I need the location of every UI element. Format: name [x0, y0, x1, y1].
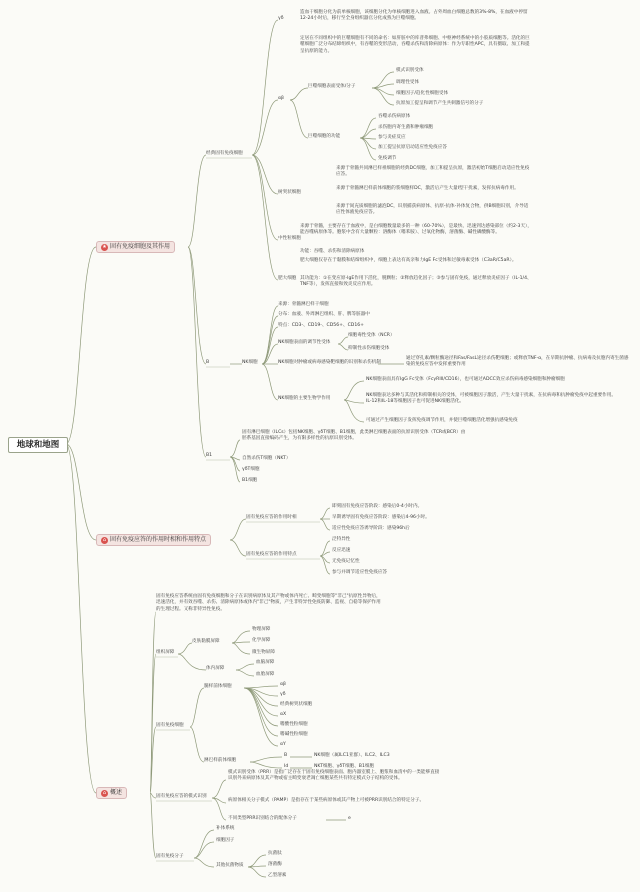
list-item: 嗜酸性粒细胞 — [280, 722, 308, 727]
list-item: 来源于骨髓，主要存在于血液中，是白细胞数量最多的一种（60-70%），是最快、迅速到达感染部位（约2-3天），能吞噬病原体等。胞浆中含有大量颗粒：溶酶体（嗜苯胺）、过氧化物酶，溶菌酶、碱性磷酸酶等。 — [300, 224, 532, 236]
list-item: 血胎屏障 — [256, 672, 275, 677]
list-item: 适应性免疫应答诱导阶段：感染96h后 — [332, 526, 410, 531]
list-item: 血脑屏障 — [256, 660, 275, 665]
list-item: 参与并调节适应性免疫应答 — [332, 570, 388, 575]
node-innate-cells[interactable]: 固有免疫细胞 — [156, 723, 184, 728]
list-item: 早期诱导固有免疫应答阶段：感染后4-96小时。 — [332, 515, 430, 520]
list-item: NK细胞（属ILC1亚群）、ILC2、ILC3 — [314, 753, 390, 758]
list-item: 吞噬杀伤病原体 — [378, 114, 411, 119]
node-text: 固有淋巴细胞（ILCs）包括NK细胞、γδT细胞、B1细胞，此类淋巴细胞表面的抗原识别受体（TCR或BCR）由胚系基因直接编码产生，为有限多样性的抗原识别受体。 — [242, 430, 466, 442]
node-pattern-recognition[interactable]: 固有免疫应答的模式识别 — [156, 794, 207, 799]
node-dendritic-cells[interactable]: 树突状细胞 — [278, 190, 301, 195]
list-item: 细胞因子/趋化性细胞受体 — [396, 91, 449, 96]
list-item: B — [284, 753, 288, 758]
node-text: 定居在不同组织中的巨噬细胞有不同的命名：如肝脏中的库普弗细胞、中枢神经系统中的小胶质细胞等。活化的巨噬细胞广泛分布结缔组织中，有吞噬的变形活动，吞噬杀伤和清除病原体：作为专职性APC，具有摄取、加工和提呈抗原的能力。 — [300, 36, 530, 54]
list-item: 自然杀伤T细胞（NKT） — [242, 456, 291, 461]
list-item: αY — [280, 742, 286, 747]
list-item: 杀伤胞内寄生菌和肿瘤细胞 — [378, 125, 434, 130]
list-item: 可通过产生细胞因子发挥免疫调节作用，并使巨噬细胞活化增强抗感染免疫 — [366, 418, 518, 423]
list-item: 细胞毒性受体（NCR） — [348, 333, 395, 338]
node-alpha-beta[interactable]: αβ — [278, 96, 284, 101]
branch-overview-label: 概述 — [110, 789, 123, 796]
node-alpha-y[interactable]: 肥大细胞 — [278, 276, 297, 281]
list-item: 即刻固有免疫应答阶段：感染后0-4小时内。 — [332, 504, 423, 509]
list-item: 加工提呈抗原启动适应性免疫应答 — [378, 145, 447, 150]
node-text: 造血干细胞分化为前单核细胞，该细胞分化为单核细胞进入血液。占外周血白细胞总数的3%-8%，在血液中停留12-24小时后，移行至全身组织器官分化成熟为巨噬细胞。 — [300, 10, 528, 22]
list-item: 来源：骨髓淋巴样干细胞 — [278, 302, 329, 307]
list-item: 分布：血液、外周淋巴组织、肝、脾等脏器中 — [278, 312, 370, 317]
node-inner-barrier[interactable]: 体内屏障 — [206, 666, 225, 671]
node-innate-molecules[interactable]: 固有免疫分子 — [156, 854, 184, 859]
list-item: 来源于间充质细胞的滤泡DC，识别捕获病原体、抗原-抗体-补体复合物，供B细胞识别，介导适应性体液免疫应答。 — [336, 204, 529, 216]
list-item: 参与炎症反应 — [378, 135, 406, 140]
list-item: 泛特异性 — [332, 537, 351, 542]
list-item[interactable]: NK细胞的主要生物学作用 — [278, 396, 331, 401]
node-other-antibacterial[interactable]: 其他抗菌物质 — [216, 863, 244, 868]
list-item: 来源于骨髓共同淋巴样祖细胞的经典DC细胞，加工和提呈抗原，激活初始T细胞启动适应性免疫应答。 — [336, 166, 530, 178]
list-item: 无免疫记忆性 — [332, 559, 360, 564]
list-item: NK细胞表面具有IgG Fc受体（FcγRIII/CD16），也可通过ADCC效应杀伤病毒感染细胞和肿瘤细胞 — [366, 377, 565, 382]
list-item: B1细胞 — [242, 478, 258, 483]
list-item: 特点：CD3-、CD19-、CD56+、CD16+ — [278, 323, 365, 328]
list-item: 来源于骨髓淋巴样前体细胞的浆细胞样DC，激活后产生大量I型干扰素，发挥抗病毒作用。 — [336, 186, 519, 191]
list-item: NK细胞表达多种与其活化和抑制相关的受体，可被细胞因子激活，产生大量干扰素，在抗病毒和抗肿瘤免疫中起重要作用。IL-12和IL-18等细胞因子也可促进NK细胞活化。 — [366, 393, 616, 405]
list-item: e — [348, 816, 351, 821]
branch-innate-cells[interactable] — [96, 241, 175, 253]
list-item[interactable]: NK细胞表面的调节性受体 — [278, 340, 331, 345]
node-response-phase[interactable]: 固有免疫应答的作用时相 — [246, 515, 297, 520]
list-item: 模式识别受体（PRR）是指广泛存在于固有免疫细胞表面、胞内器室膜上、胞浆和血清中的一类能够直接识别外来病原体及其产物或宿主畸变衰老凋亡细胞某些共有特定模式分子结构的受体。 — [228, 770, 440, 782]
home-icon: ⌂ — [102, 790, 107, 796]
branch-response-phases[interactable] — [96, 534, 211, 546]
list-item: 微生物屏障 — [252, 650, 275, 655]
list-item: 细胞因子 — [216, 838, 235, 843]
list-item: αX — [280, 712, 287, 717]
branch-innate-cells-label: 固有免疫细胞及其作用 — [110, 243, 171, 250]
list-item: 肥大细胞仅存在于黏膜和结缔组织中，细胞上表达有高亲和力IgE Fc受体和过敏毒素受体（C3aR/C5aR）。 — [300, 258, 517, 263]
list-item: 抗菌肽 — [268, 851, 282, 856]
branch-overview[interactable] — [96, 787, 127, 799]
node-b1[interactable]: B1 — [206, 453, 213, 458]
home-icon: ⌂ — [102, 537, 107, 543]
list-item: γδ — [280, 692, 286, 697]
list-item: 补体系统 — [216, 826, 235, 831]
list-item: αβ — [280, 682, 286, 687]
list-item: 抗原加工提呈和调节产生共刺激信号的分子 — [396, 101, 484, 106]
node-response-features[interactable]: 固有免疫应答的作用特点 — [246, 552, 297, 557]
list-item: 其功能为：①在变应原-IgE作用下活化，脱颗粒；②释放趋化因子；③参与固有免疫，通过释放炎症因子（IL-1/4、TNF等），发挥直接和致炎反应作用。 — [300, 276, 532, 288]
list-item: 物理屏障 — [252, 627, 271, 632]
node-skin-barrier[interactable]: 皮肤黏膜屏障 — [192, 639, 220, 644]
node-myeloid[interactable]: 髓样前体细胞 — [204, 684, 232, 689]
node-gamma-delta[interactable]: γδ — [278, 16, 284, 21]
list-item: 调理性受体 — [396, 80, 419, 85]
list-item: 通过穿孔素/颗粒酶途径和Fas/FasL途径杀伤靶细胞；或释放TNF-α，在早期抗肿瘤、抗病毒及抗胞内寄生菌感染的免疫应答中发挥重要作用 — [406, 356, 629, 368]
list-item[interactable]: 不同类型PRR识别结合的配体分子 — [228, 816, 297, 821]
node-classic-innate-cells[interactable]: 经典固有免疫细胞 — [206, 151, 243, 156]
node-lymphoid[interactable]: 淋巴样前体细胞 — [204, 758, 237, 763]
list-item: 化学屏障 — [252, 638, 271, 643]
list-item: 经典树突状细胞 — [280, 702, 313, 707]
list-item: 溶菌酶 — [268, 862, 282, 867]
list-item: 反应迅速 — [332, 548, 351, 553]
list-item: 功能：吞噬、杀伤和清除病原体 — [300, 249, 365, 254]
root-node[interactable]: 地球和地图 — [8, 437, 68, 453]
list-item: 模式识别受体 — [396, 68, 424, 73]
list-item: 抑制性杀伤细胞受体 — [348, 346, 390, 351]
list-item: γδT细胞 — [242, 467, 260, 472]
node-text: 固有免疫应答系统由固有免疫细胞和分子在识别病原体及其产物或体内死亡、畸变细胞等"非己"抗原性异物后，迅速活化，并有效吞噬、杀伤、清除病原体或体内"非己"物质，产生非特异性免疫防御、监视、自稳等保护作用的生理过程。又称非特异性免疫。 — [156, 594, 381, 612]
list-item: 免疫调节 — [378, 156, 397, 161]
node-b[interactable]: B — [206, 360, 210, 365]
list-item: NKT细胞、γδT细胞、B1细胞 — [314, 764, 375, 769]
node-mac-receptors[interactable]: 巨噬细胞表面受体/分子 — [308, 84, 356, 89]
list-item[interactable]: NK细胞对肿瘤或病毒感染靶细胞的识别和杀伤机制 — [278, 360, 381, 365]
branch-response-phases-label: 固有免疫应答的作用时相和作用特点 — [110, 536, 207, 543]
star-icon: ★ — [102, 244, 107, 250]
list-item: 乙型溶素 — [268, 873, 287, 878]
node-alpha-x[interactable]: 中性粒细胞 — [278, 236, 301, 241]
node-tissue-barrier[interactable]: 组织屏障 — [156, 650, 175, 655]
list-item: Id — [284, 764, 289, 769]
node-mac-functions[interactable]: 巨噬细胞的功能 — [308, 134, 341, 139]
list-item: 病原体相关分子模式（PAMP）是指存在于某些病原体或其产物上可被PRR识别结合的特定分子。 — [228, 798, 425, 803]
list-item: 嗜碱性粒细胞 — [280, 732, 308, 737]
node-nk-cells[interactable]: NK细胞 — [242, 360, 258, 365]
